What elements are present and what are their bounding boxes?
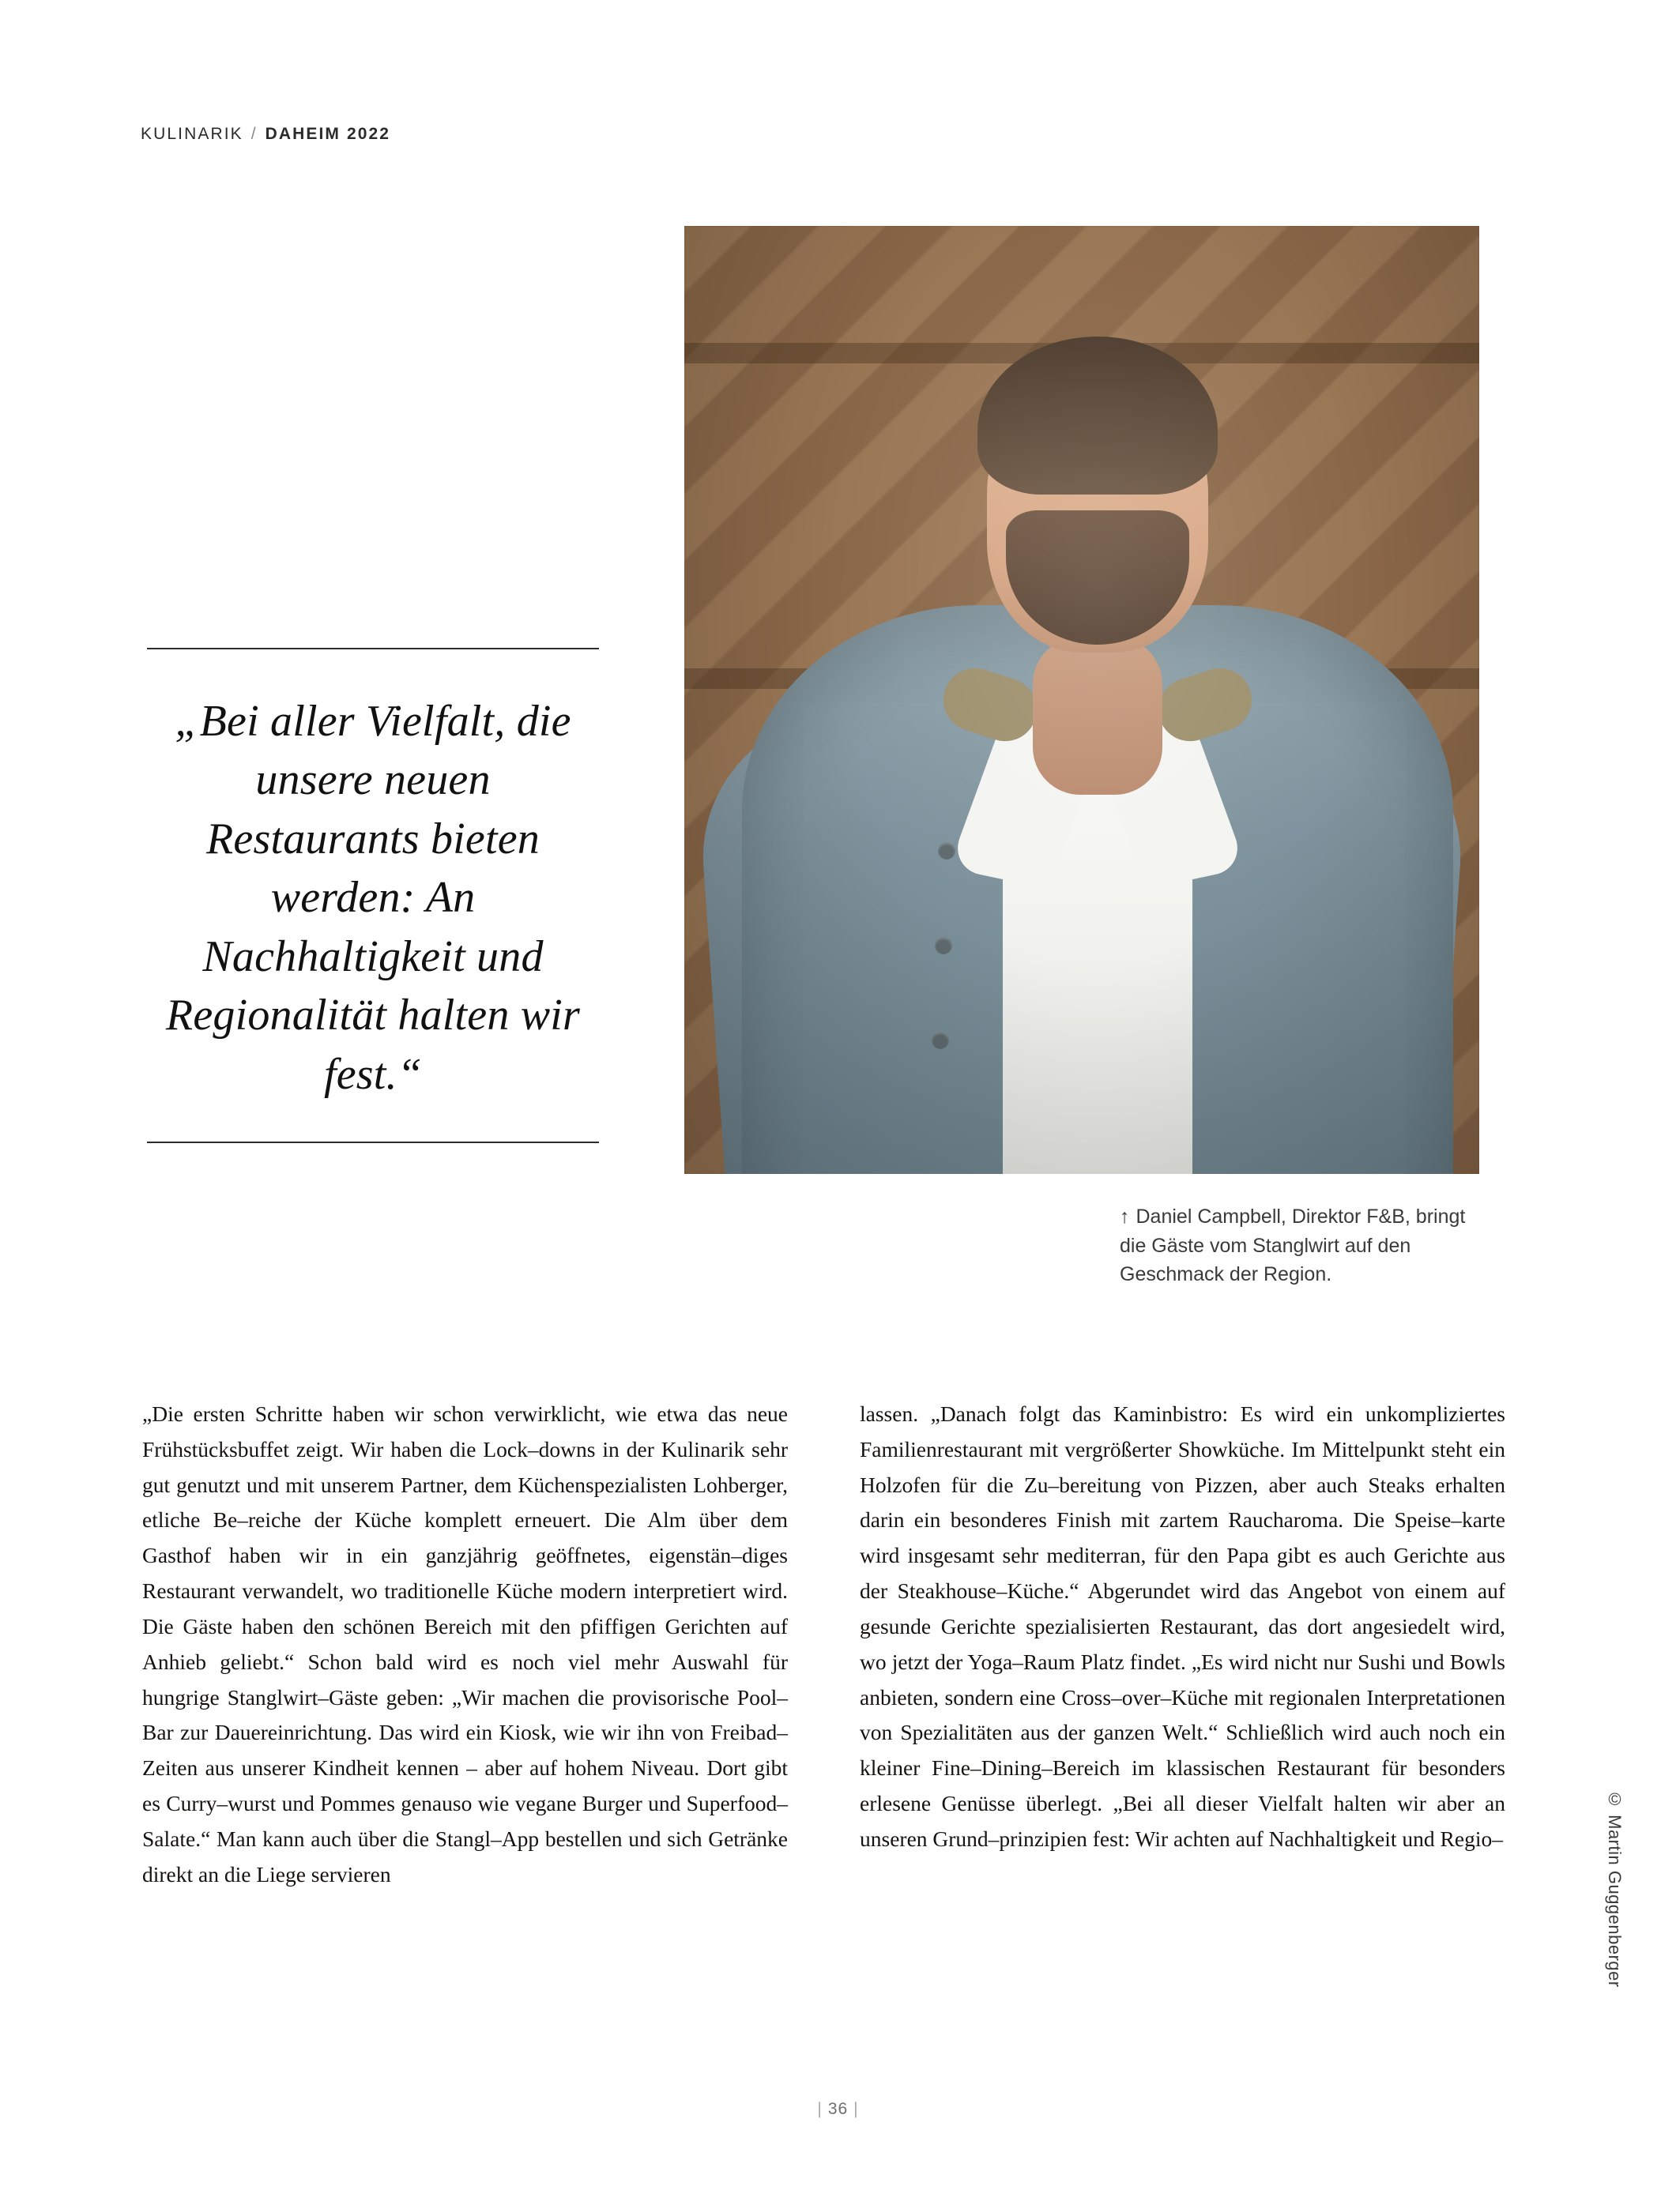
photo-caption xyxy=(1120,1202,1483,1289)
pullquote-rule-bottom xyxy=(147,1142,599,1143)
body-column-left xyxy=(142,1397,788,1892)
body-column-right xyxy=(860,1397,1505,1857)
body-paragraph: „Die ersten Schritte haben wir schon verwirklicht, wie etwa das neue Frühstücksbuffet zeigt. Wir haben die Lock–downs in der Kulinarik sehr gut genutzt und mit unserem Partner, dem Küchenspezialisten Lohberger, etliche Be–reiche der Küche komplett erneuert. Die Alm über dem Gasthof haben wir in ein ganzjährig geöffnetes, eigenstän–diges Restaurant verwandelt, wo traditionelle Küche modern interpretiert wird. Die Gäste haben den schönen Bereich mit den pfiffigen Gerichten auf Anhieb geliebt.“ Schon bald wird es noch viel mehr Auswahl für hungrige Stanglwirt–Gäste geben: „Wir machen die provisorische Pool–Bar zur Dauereinrichtung. Das wird ein Kiosk, wie wir ihn von Freibad–Zeiten aus unserer Kindheit kennen – aber auf hohem Niveau. Dort gibt es Curry–wurst und Pommes genauso wie vegane Burger und Superfood–Salate.“ Man kann auch über die Stangl–App bestellen und sich Getränke direkt an die Liege servieren xyxy=(142,1401,788,1887)
portrait-photo xyxy=(684,226,1479,1174)
running-head-separator: / xyxy=(250,125,258,143)
page-number: 36 xyxy=(827,2100,849,2118)
running-head xyxy=(141,125,390,144)
photo-vignette xyxy=(684,226,1479,1174)
pullquote-text: „Bei aller Vielfalt, die unsere neuen Restaurants bieten werden: An Nachhaltigkeit und Regionalität halten wir fest.“ xyxy=(165,697,581,1099)
folio xyxy=(0,2100,1676,2119)
body-paragraph: lassen. „Danach folgt das Kaminbistro: Es wird ein unkompliziertes Familienrestaurant mit vergrößerter Showküche. Im Mittelpunkt steht ein Holzofen für die Zu–bereitung von Pizzen, aber auch Steaks erhalten darin ein besonderes Finish mit zartem Raucharoma. Die Speise–karte wird insgesamt sehr mediterran, für den Papa gibt es auch Gerichte aus der Steakhouse–Küche.“ Abgerundet wird das Angebot von einem auf gesunde Gerichte spezialisierten Restaurant, das dort angesiedelt wird, wo jetzt der Yoga–Raum Platz findet. „Es wird nicht nur Sushi und Bowls anbieten, sondern eine Cross–over–Küche mit regionalen Interpretationen von Spezialitäten aus der ganzen Welt.“ Schließlich wird auch noch ein kleiner Fine–Dining–Bereich im klassischen Restaurant für besonders erlesene Genüsse überlegt. „Bei all dieser Vielfalt halten wir aber an unseren Grund–prinzipien fest: Wir achten auf Nachhaltigkeit und Regio– xyxy=(860,1401,1505,1851)
running-head-issue: DAHEIM 2022 xyxy=(265,125,391,143)
arrow-up-icon: ↑ xyxy=(1120,1206,1130,1228)
folio-bracket-right: | xyxy=(853,2100,859,2118)
running-head-section: KULINARIK xyxy=(141,125,243,143)
pullquote-block xyxy=(147,648,599,1143)
photo-credit: © Martin Guggenberger xyxy=(1605,1789,1625,1988)
photo-caption-text: Daniel Campbell, Direktor F&B, bringt die Gäste vom Stanglwirt auf den Geschmack der Region. xyxy=(1120,1206,1466,1285)
folio-bracket-left: | xyxy=(817,2100,823,2118)
